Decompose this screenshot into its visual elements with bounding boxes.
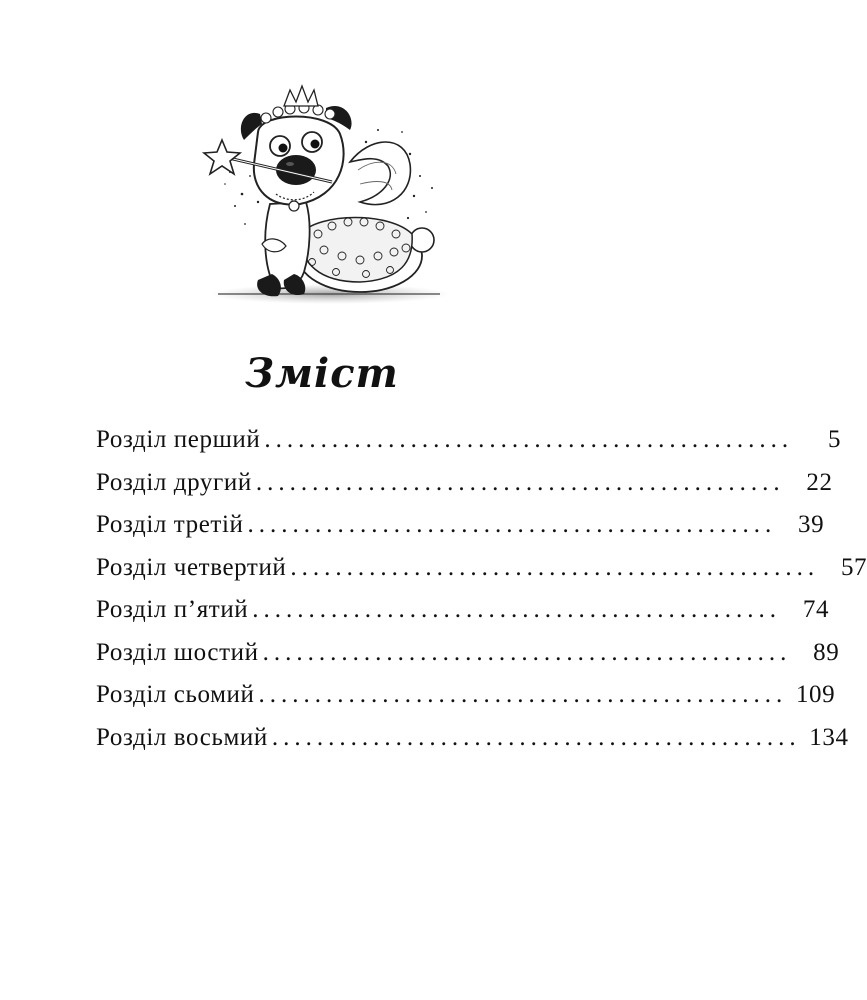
toc-entry-page: 134 bbox=[809, 723, 849, 751]
toc-leader-dots: ............................................... bbox=[271, 723, 801, 751]
toc-entry-label: Розділ другий bbox=[96, 468, 252, 496]
toc-entry-label: Розділ четвертий bbox=[96, 553, 287, 581]
toc-leader-dots: ............................................... bbox=[255, 468, 785, 496]
toc-entry-page: 74 bbox=[802, 596, 830, 623]
wand-star-icon bbox=[204, 140, 240, 174]
tiara-icon bbox=[284, 86, 318, 106]
toc-entry-page: 109 bbox=[795, 681, 836, 708]
toc-entry-page: 89 bbox=[813, 638, 840, 666]
toc-entry-7[interactable] bbox=[96, 681, 836, 724]
toc-entry-label: Розділ перший bbox=[96, 426, 261, 453]
toc-entry-label: Розділ шостий bbox=[96, 638, 259, 666]
toc-leader-dots: ............................................... bbox=[262, 638, 792, 666]
toc-entry-8[interactable] bbox=[96, 723, 849, 767]
toc-title: Зміст bbox=[245, 350, 399, 397]
toc-entry-6[interactable] bbox=[96, 638, 840, 682]
toc-leader-dots: ............................................... bbox=[258, 681, 788, 708]
pug-fairy-illustration bbox=[200, 84, 450, 316]
toc-leader-dots: ............................................... bbox=[290, 553, 820, 581]
toc-entry-label: Розділ третій bbox=[96, 511, 244, 538]
toc-entry-5[interactable] bbox=[96, 596, 830, 639]
toc-entry-4[interactable] bbox=[96, 553, 867, 597]
toc-entry-label: Розділ сьомий bbox=[96, 681, 255, 708]
toc-entry-page: 22 bbox=[806, 468, 833, 496]
tail-curl bbox=[410, 228, 434, 252]
toc-leader-dots: ............................................... bbox=[252, 596, 782, 623]
toc-leader-dots: ............................................... bbox=[264, 426, 794, 453]
toc-entry-label: Розділ п’ятий bbox=[96, 596, 249, 623]
wing-icon bbox=[350, 142, 410, 205]
toc-leader-dots: ............................................... bbox=[247, 511, 777, 538]
toc-entry-page: 5 bbox=[828, 426, 842, 453]
toc-entry-page: 57 bbox=[840, 553, 867, 581]
toc-entry-2[interactable] bbox=[96, 468, 833, 512]
toc-entry-label: Розділ восьмий bbox=[96, 723, 268, 751]
table-of-contents bbox=[96, 426, 867, 766]
toc-entry-page: 39 bbox=[798, 511, 825, 538]
toc-entry-1[interactable] bbox=[96, 426, 842, 469]
necklace-pendant bbox=[289, 201, 299, 211]
toc-entry-3[interactable] bbox=[96, 511, 825, 554]
